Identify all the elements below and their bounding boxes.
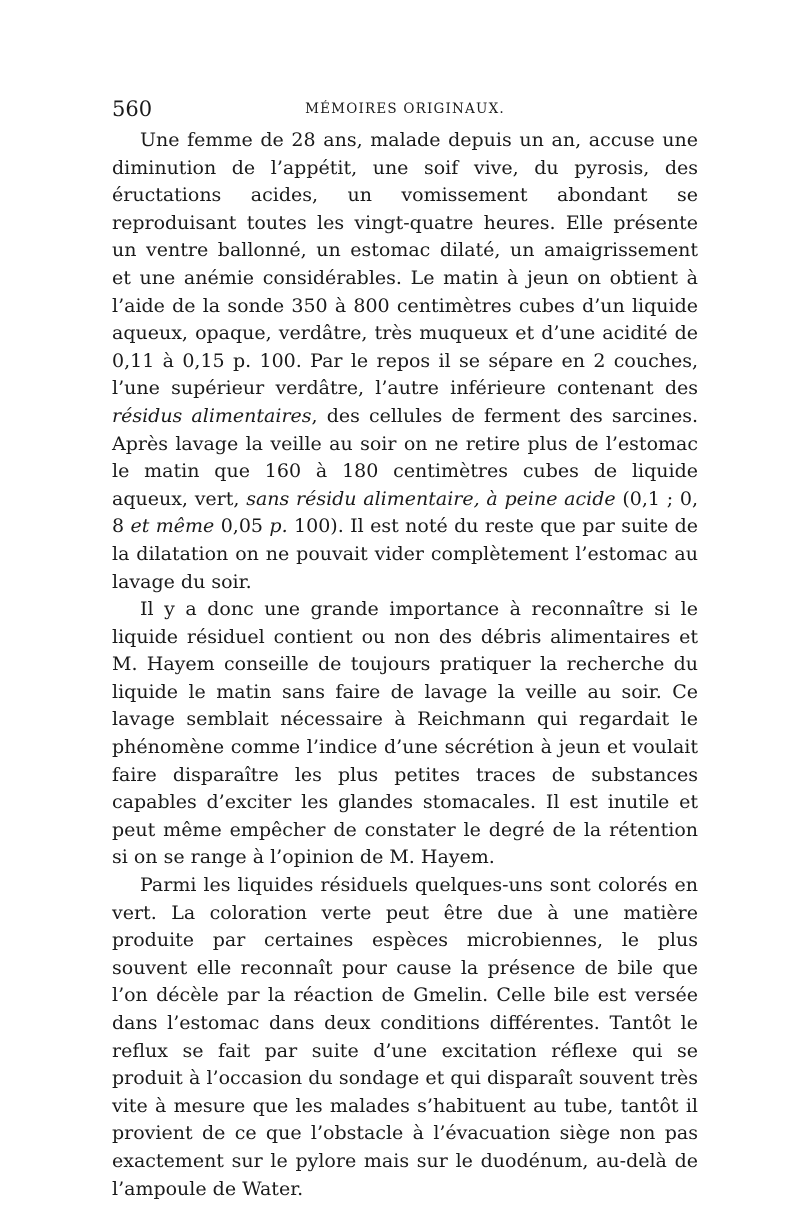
paragraph-case-report [112,127,698,596]
italic-segment: sans résidu alimentaire, à peine acide [246,487,616,510]
text-segment: , des cellules de ferment des sarcines. Après lavage la veille au soir on ne retire plus de l’estomac le matin que 160 à 180 centimètres cubes de liquide aqueux, vert, [112,404,698,510]
text-segment: (0,1 ; 0, 8 [112,487,698,538]
running-head [112,96,698,122]
body-text [112,127,698,1203]
italic-segment: et même [130,515,215,538]
italic-segment: résidus alimentaires [112,404,312,427]
running-title: MÉMOIRES ORIGINAUX. [305,101,505,117]
text-segment: 100). Il est noté du reste que par suite de la dilatation on ne pouvait vider complètement l’estomac au lavage du soir. [112,515,698,593]
paragraph-residual-liquid [112,596,698,872]
paragraph-green-coloration [112,872,698,1203]
italic-segment: p. [269,515,288,538]
page-number: 560 [112,97,153,121]
text-segment: 0,05 [214,515,270,538]
text-segment: Parmi les liquides résiduels quelques-uns sont colorés en vert. La coloration verte peut être due à une matière produite par certaines espèces microbiennes, le plus souvent elle reconnaît pour cause la présence de bile que l’on décèle par la réaction de Gmelin. Celle bile est versée dans l’estomac dans deux conditions différentes. Tantôt le reflux se fait par suite d’une excitation réflexe qui se produit à l’occasion du sondage et qui disparaît souvent très vite à mesure que les malades s’habituent au tube, tantôt il provient de ce que l’obstacle à l’évacuation siège non pas exactement sur le pylore mais sur le duodénum, au-delà de l’ampoule de Water. [112,874,698,1200]
text-segment: Une femme de 28 ans, malade depuis un an, accuse une diminution de l’appétit, une soif vive, du pyrosis, des éructations acides, un vomissement abondant se reproduisant toutes les vingt-quatre heures. Elle présente un ventre ballonné, un estomac dilaté, un amaigrissement et une anémie considérables. Le matin à jeun on obtient à l’aide de la sonde 350 à 800 centimètres cubes d’un liquide aqueux, opaque, verdâtre, très muqueux et d’une acidité de 0,11 à 0,15 p. 100. Par le repos il se sépare en 2 couches, l’une supérieur verdâtre, l’autre inférieure contenant des [112,129,698,400]
text-segment: Il y a donc une grande importance à reconnaître si le liquide résiduel contient ou non des débris alimentaires et M. Hayem conseille de toujours pratiquer la recherche du liquide le matin sans faire de lavage la veille au soir. Ce lavage semblait nécessaire à Reichmann qui regardait le phénomène comme l’indice d’une sécrétion à jeun et voulait faire disparaître les plus petites traces de substances capables d’exciter les glandes stomacales. Il est inutile et peut même empêcher de constater le degré de la rétention si on se range à l’opinion de M. Hayem. [112,598,698,869]
